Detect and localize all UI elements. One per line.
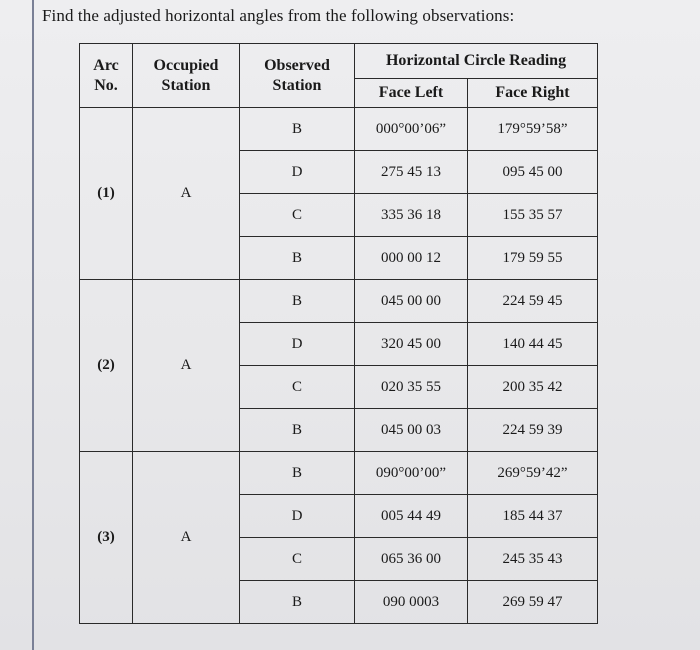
observed-station: D (240, 151, 355, 194)
face-left-reading: 090°00’00” (355, 452, 468, 495)
arc-number: (1) (80, 108, 133, 280)
header-occupied-line1: Occupied (153, 56, 219, 74)
table-row (80, 452, 598, 495)
observed-station: C (240, 194, 355, 237)
header-observed-station (240, 44, 355, 108)
face-left-reading: 045 00 03 (355, 409, 468, 452)
face-right-reading: 095 45 00 (468, 151, 598, 194)
table-row (80, 280, 598, 323)
face-left-reading: 005 44 49 (355, 495, 468, 538)
observed-station: B (240, 581, 355, 624)
header-arc-no-line2: No. (94, 76, 118, 94)
occupied-station: A (133, 108, 240, 280)
arc-number: (2) (80, 280, 133, 452)
observed-station: B (240, 108, 355, 151)
face-right-reading: 155 35 57 (468, 194, 598, 237)
table-row (80, 108, 598, 151)
occupied-station: A (133, 280, 240, 452)
face-right-reading: 269°59’42” (468, 452, 598, 495)
observations-table (79, 43, 598, 624)
observed-station: C (240, 366, 355, 409)
observed-station: B (240, 280, 355, 323)
face-right-reading: 269 59 47 (468, 581, 598, 624)
face-right-reading: 224 59 45 (468, 280, 598, 323)
observed-station: B (240, 409, 355, 452)
observed-station: B (240, 237, 355, 280)
observed-station: C (240, 538, 355, 581)
face-left-reading: 020 35 55 (355, 366, 468, 409)
margin-line (32, 0, 34, 650)
face-right-reading: 179°59’58” (468, 108, 598, 151)
face-right-reading: 179 59 55 (468, 237, 598, 280)
face-left-reading: 045 00 00 (355, 280, 468, 323)
face-right-reading: 140 44 45 (468, 323, 598, 366)
face-left-reading: 275 45 13 (355, 151, 468, 194)
observed-station: D (240, 323, 355, 366)
face-left-reading: 000 00 12 (355, 237, 468, 280)
header-arc-no-line1: Arc (93, 56, 119, 74)
header-face-left: Face Left (355, 79, 468, 108)
header-face-right: Face Right (468, 79, 598, 108)
header-occupied-station (133, 44, 240, 108)
header-occupied-line2: Station (161, 76, 211, 94)
observed-station: D (240, 495, 355, 538)
face-left-reading: 320 45 00 (355, 323, 468, 366)
face-right-reading: 185 44 37 (468, 495, 598, 538)
header-arc-no (80, 44, 133, 108)
header-observed-line2: Station (272, 76, 322, 94)
face-left-reading: 000°00’06” (355, 108, 468, 151)
question-prompt: Find the adjusted horizontal angles from the following observations: (42, 6, 515, 25)
header-horizontal-circle-reading: Horizontal Circle Reading (355, 44, 598, 79)
face-right-reading: 200 35 42 (468, 366, 598, 409)
face-left-reading: 335 36 18 (355, 194, 468, 237)
arc-number: (3) (80, 452, 133, 624)
occupied-station: A (133, 452, 240, 624)
face-left-reading: 065 36 00 (355, 538, 468, 581)
face-right-reading: 224 59 39 (468, 409, 598, 452)
header-observed-line1: Observed (264, 56, 330, 74)
face-right-reading: 245 35 43 (468, 538, 598, 581)
observed-station: B (240, 452, 355, 495)
face-left-reading: 090 0003 (355, 581, 468, 624)
